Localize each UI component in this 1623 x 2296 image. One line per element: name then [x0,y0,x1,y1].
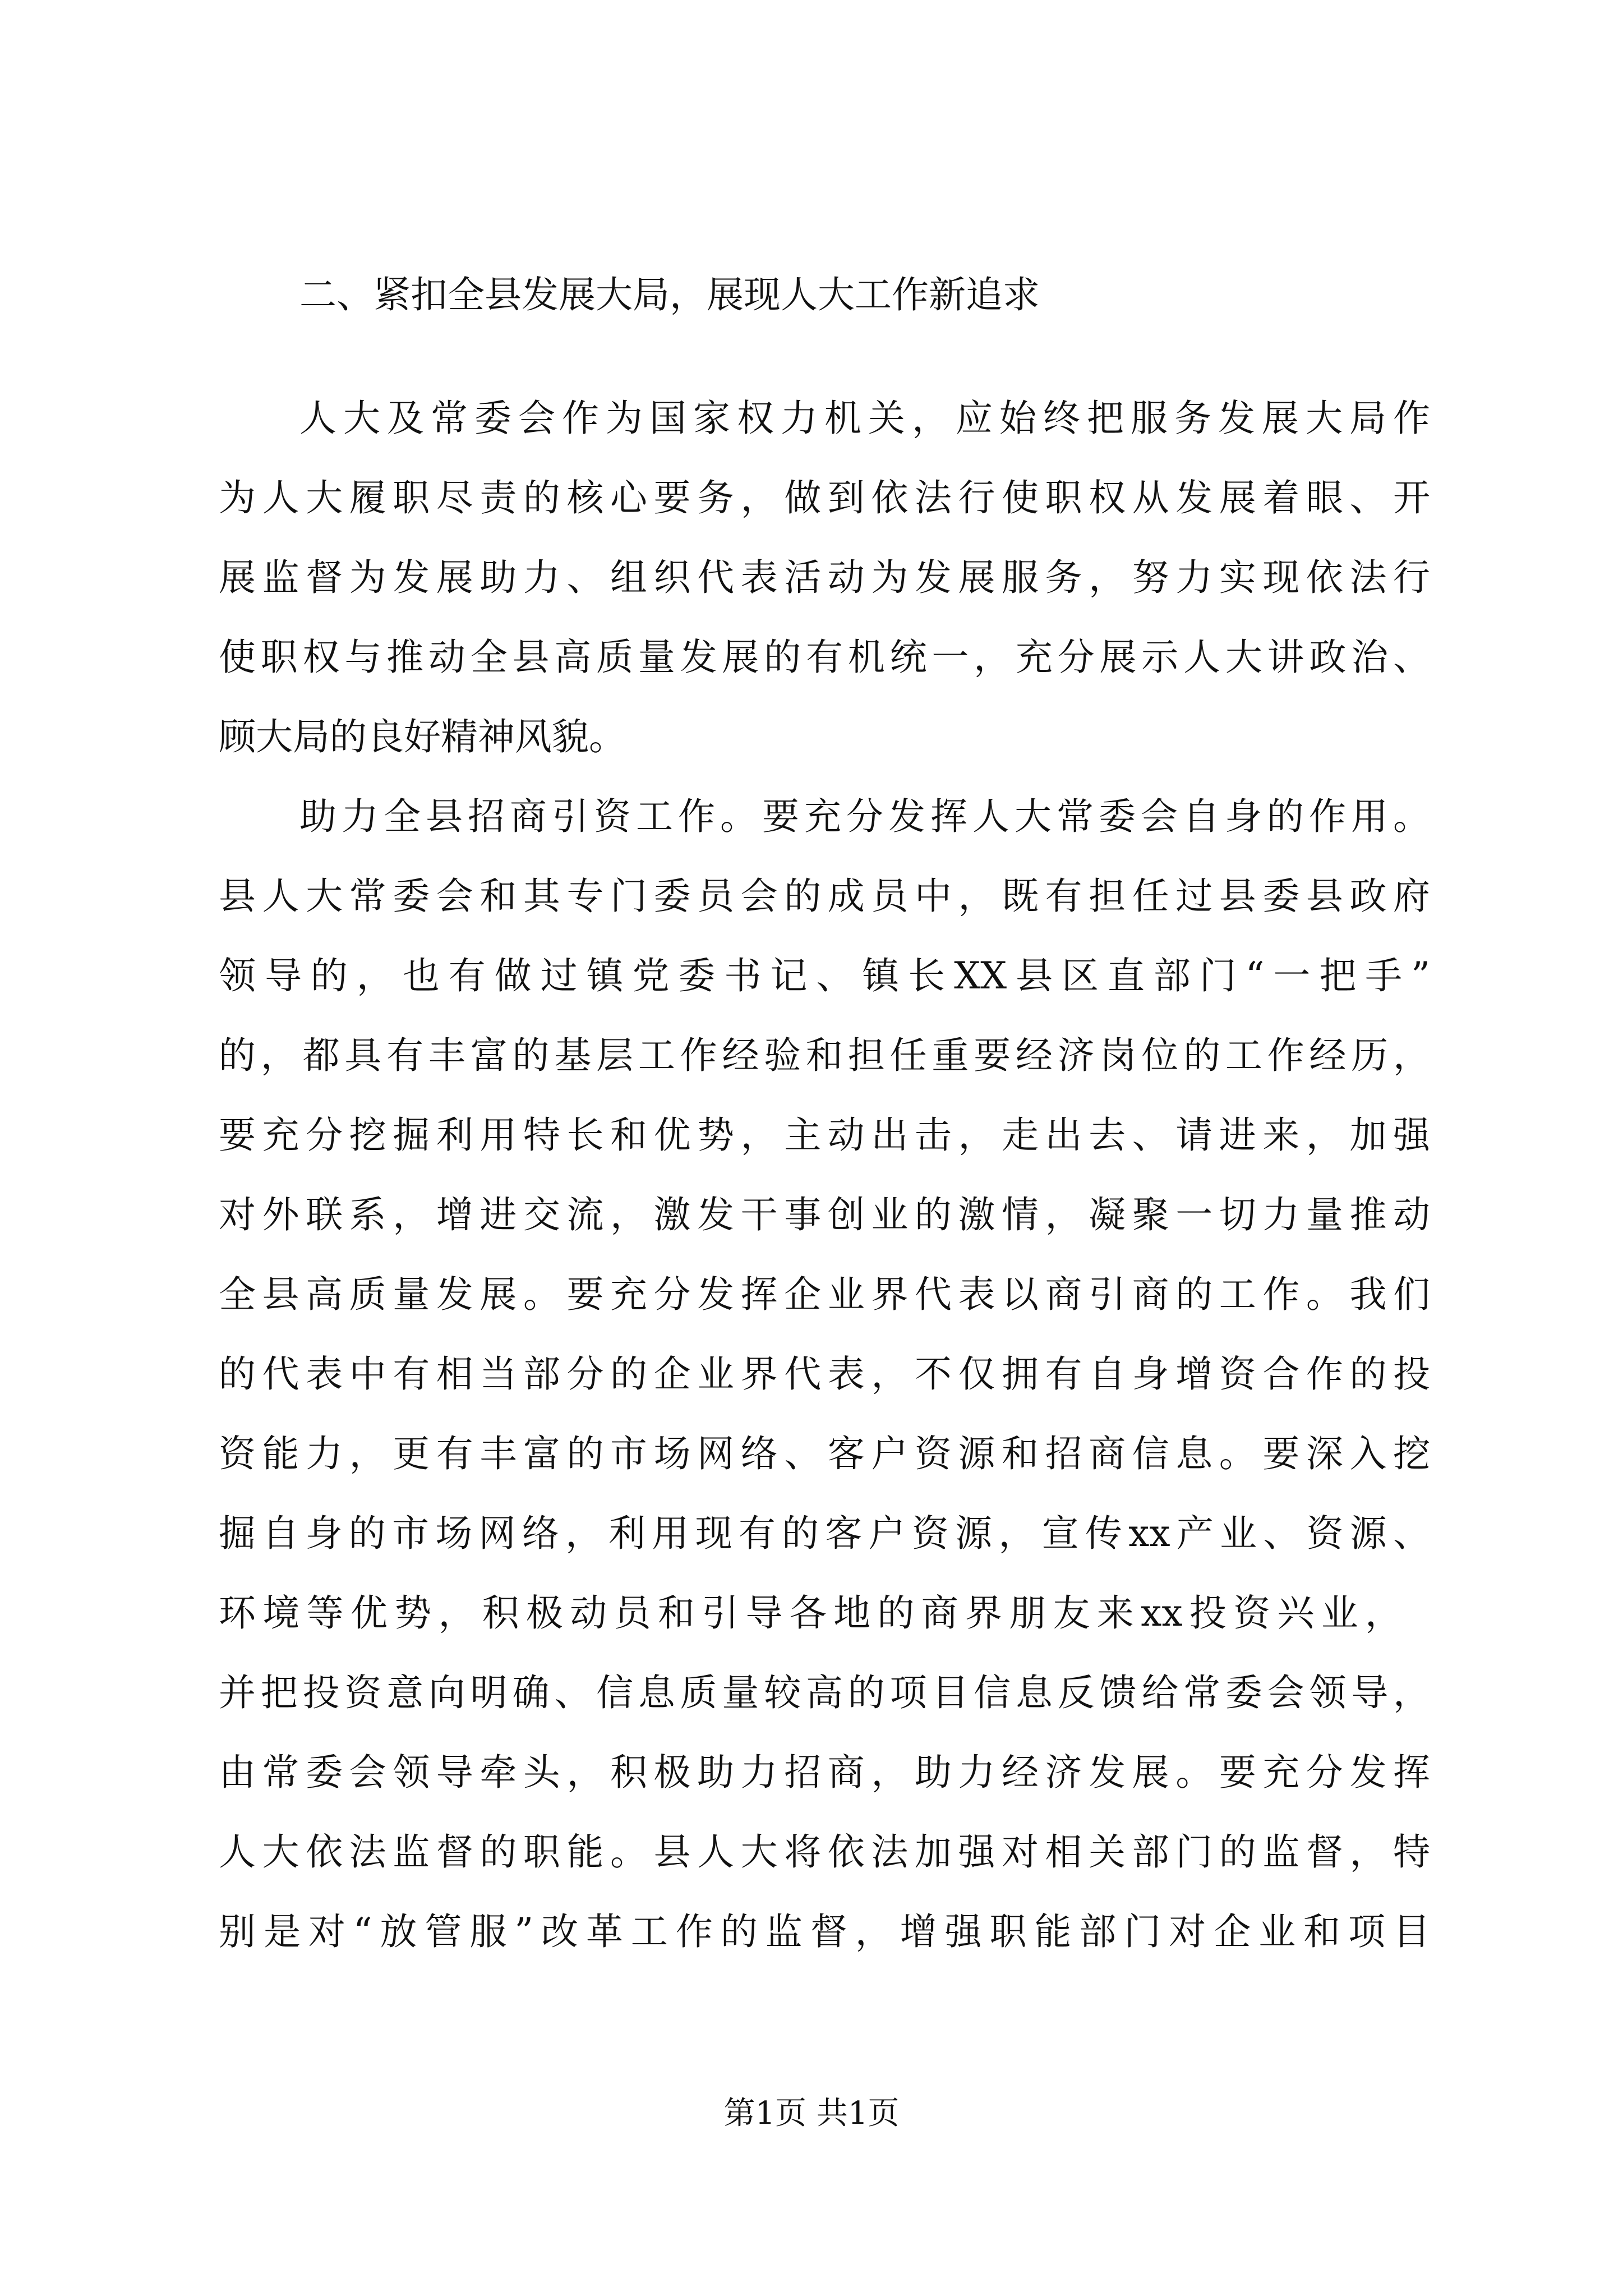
paragraph-line: 全县高质量发展。要充分发挥企业界代表以商引商的工作。我们 [219,1273,1430,1316]
paragraph-line: 领导的，也有做过镇党委书记、镇长XX县区直部门“一把手” [219,954,1430,997]
paragraph-line: 助力全县招商引资工作。要充分发挥人大常委会自身的作用。 [299,795,1430,838]
paragraph-line: 顾大局的良好精神风貌。 [219,715,626,758]
page-footer: 第1页 共1页 [723,2095,900,2132]
paragraph-line: 的，都具有丰富的基层工作经验和担任重要经济岗位的工作经历， [219,1034,1430,1077]
paragraph-line: 资能力，更有丰富的市场网络、客户资源和招商信息。要深入挖 [219,1432,1430,1475]
paragraph-line: 并把投资意向明确、信息质量较高的项目信息反馈给常委会领导， [219,1671,1430,1714]
paragraph-line: 为人大履职尽责的核心要务，做到依法行使职权从发展着眼、开 [219,476,1430,519]
paragraph-line: 的代表中有相当部分的企业界代表，不仅拥有自身增资合作的投 [219,1352,1430,1396]
paragraph-line: 人大及常委会作为国家权力机关，应始终把服务发展大局作 [299,397,1430,440]
paragraph-line: 由常委会领导牵头，积极助力招商，助力经济发展。要充分发挥 [219,1751,1430,1794]
paragraph-line: 对外联系，增进交流，激发干事创业的激情，凝聚一切力量推动 [219,1193,1430,1236]
paragraph-line: 人大依法监督的职能。县人大将依法加强对相关部门的监督，特 [219,1830,1430,1874]
paragraph-line: 别是对“放管服”改革工作的监督，增强职能部门对企业和项目 [219,1910,1430,1953]
paragraph-line: 要充分挖掘利用特长和优势，主动出击，走出去、请进来，加强 [219,1114,1430,1157]
paragraph-line: 环境等优势，积极动员和引导各地的商界朋友来xx投资兴业， [219,1591,1402,1635]
section-heading: 二、紧扣全县发展大局，展现人大工作新追求 [299,273,1040,316]
paragraph-line: 掘自身的市场网络，利用现有的客户资源，宣传xx产业、资源、 [219,1512,1430,1555]
paragraph-line: 展监督为发展助力、组织代表活动为发展服务，努力实现依法行 [219,556,1430,599]
paragraph-line: 县人大常委会和其专门委员会的成员中，既有担任过县委县政府 [219,875,1430,918]
paragraph-line: 使职权与推动全县高质量发展的有机统一，充分展示人大讲政治、 [219,636,1430,679]
